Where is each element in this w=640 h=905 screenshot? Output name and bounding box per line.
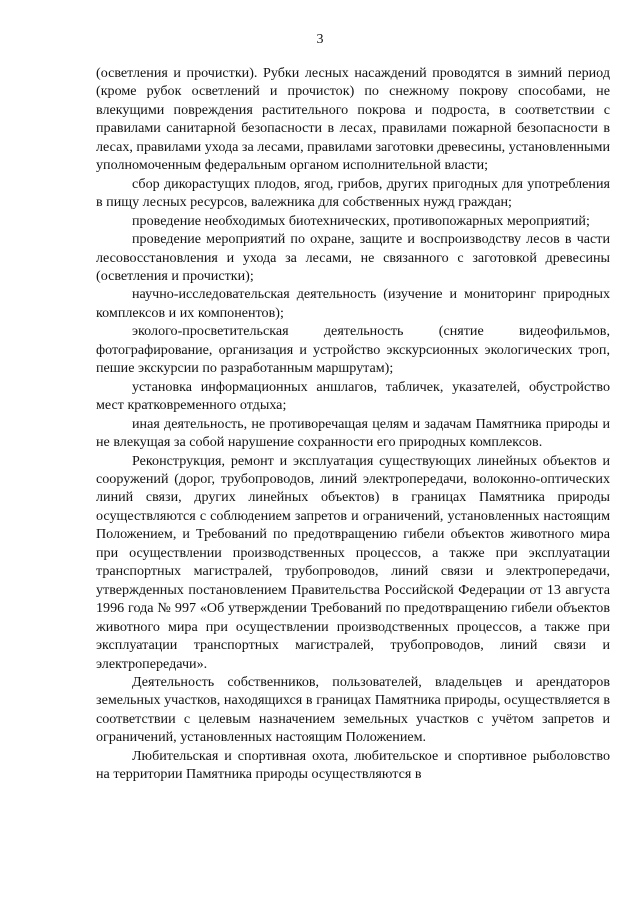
paragraph-3: проведение необходимых биотехнических, противопожарных мероприятий; bbox=[132, 212, 590, 229]
paragraph-2: сбор дикорастущих плодов, ягод, грибов, других пригодных для употребления в пищу лесных ресурсов, валежника для собственных нужд граждан; bbox=[96, 175, 610, 211]
document-body bbox=[96, 64, 610, 784]
page-number: 3 bbox=[316, 32, 324, 47]
paragraph-11: Любительская и спортивная охота, любительское и спортивное рыболовство на территории Памятника природы осуществляются в bbox=[96, 747, 610, 783]
paragraph-10: Деятельность собственников, пользователей, владельцев и арендаторов земельных участков, находящихся в границах Памятника природы, осуществляется в соответствии с целевым назначением земельных участков с учётом запретов и ограничений, установленных настоящим Положением. bbox=[96, 673, 610, 746]
paragraph-6: эколого-просветительская деятельность (снятие видеофильмов, фотографирование, организация и устройство экскурсионных экологических троп, пешие экскурсии по разработанным маршрутам); bbox=[96, 323, 610, 377]
paragraph-5: научно-исследовательская деятельность (изучение и мониторинг природных комплексов и их компонентов); bbox=[96, 286, 610, 321]
paragraph-8: иная деятельность, не противоречащая целям и задачам Памятника природы и не влекущая за собой нарушение сохранности его природных комплексов. bbox=[96, 415, 610, 451]
paragraph-4: проведение мероприятий по охране, защите и воспроизводству лесов в части лесовосстановления и ухода за лесами, не связанного с заготовкой древесины (осветления и прочистки); bbox=[96, 231, 610, 284]
paragraph-9: Реконструкция, ремонт и эксплуатация существующих линейных объектов и сооружений (дорог, трубопроводов, линий электропередачи, волоконно-оптических линий связи, других линейных объектов) в границах Памятника природы осуществляются с соблюдением запретов и ограничений, установленных настоящим Положением, и Требований по предотвращению гибели объектов животного мира при осуществлении производственных процессов, а также при эксплуатации транспортных магистралей, трубопроводов, линий связи и электропередачи, утвержденных постановлением Правительства Российской Федерации от 13 августа 1996 года № 997 «Об утверждении Требований по предотвращению гибели объектов животного мира при осуществлении производственных процессов, а также при эксплуатации транспортных магистралей, трубопроводов, линий связи и электропередачи». bbox=[96, 452, 610, 672]
paragraph-7: установка информационных аншлагов, табличек, указателей, обустройство мест кратковременного отдыха; bbox=[96, 378, 610, 414]
paragraph-1: (осветления и прочистки). Рубки лесных насаждений проводятся в зимний период (кроме рубок осветлений и прочисток) по снежному покрову способами, не влекущими повреждения растительного покрова и подроста, в соответствии с правилами санитарной безопасности в лесах, правилами пожарной безопасности в лесах, правилами ухода за лесами, правилами заготовки древесины, установленными уполномоченным федеральным органом исполнительной власти; bbox=[96, 65, 610, 174]
